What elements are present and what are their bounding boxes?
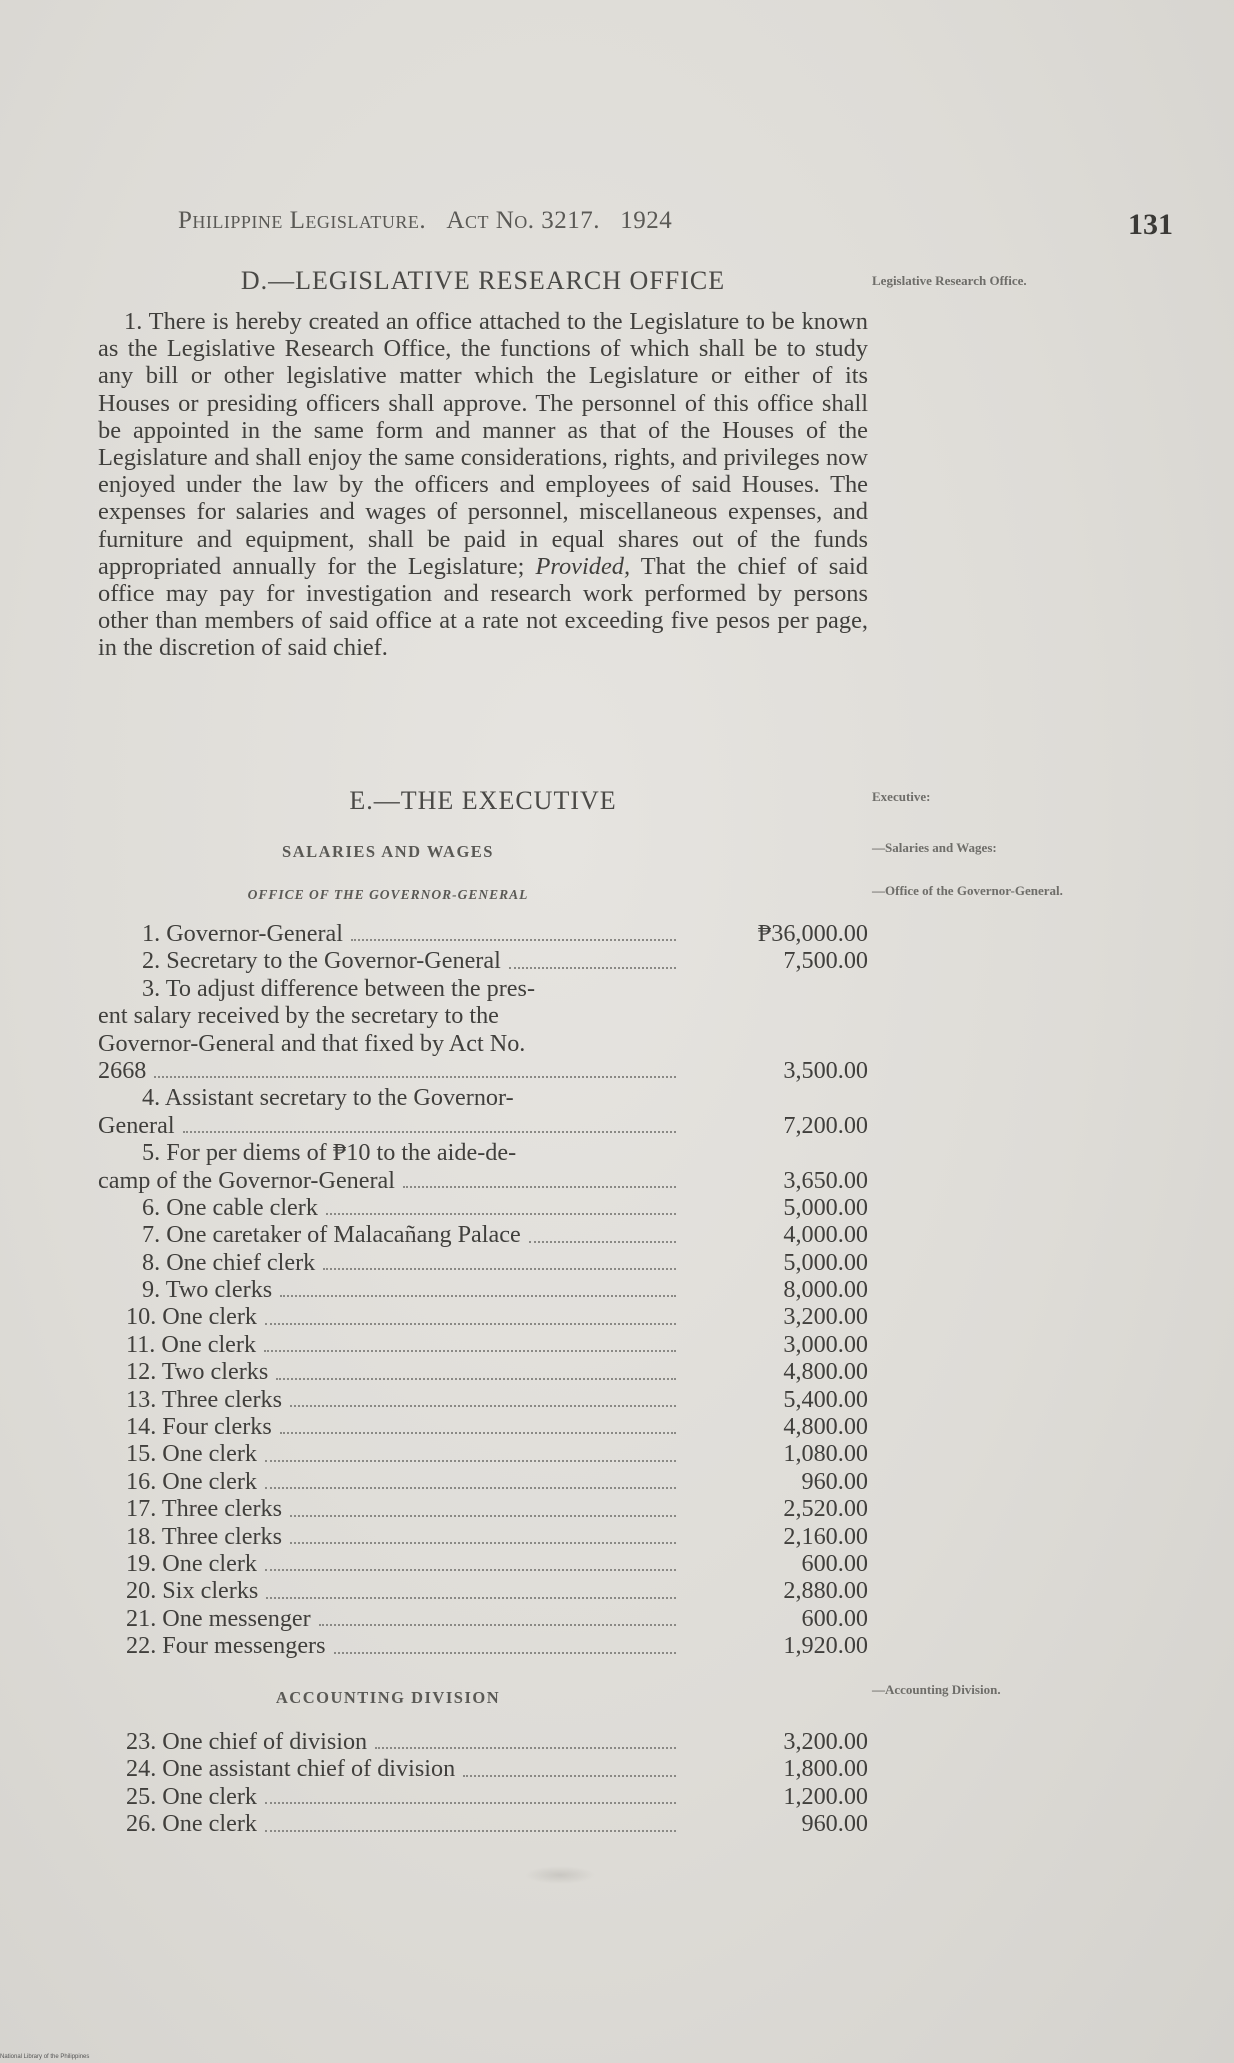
item-amount: 2,880.00	[783, 1577, 868, 1605]
dot-leader	[265, 1323, 676, 1325]
dot-leader	[529, 1241, 676, 1243]
salaries-heading: SALARIES AND WAGES	[282, 842, 494, 861]
appropriation-item-line	[98, 1112, 868, 1139]
item-amount: 3,650.00	[783, 1166, 868, 1194]
item-label: 19. One clerk	[126, 1549, 257, 1577]
margin-note-salaries: —Salaries and Wages:	[872, 840, 997, 855]
item-amount: 600.00	[801, 1604, 868, 1632]
appropriation-item-line	[98, 1755, 868, 1782]
footer-credit: National Library of the Philippines	[0, 2054, 90, 2060]
appropriation-item-line	[98, 1577, 868, 1604]
item-label: ent salary received by the secretary to the	[98, 1002, 499, 1030]
item-label: 5. For per diems of ₱10 to the aide-de-	[142, 1139, 517, 1167]
appropriation-item-line	[98, 1550, 868, 1577]
accounting-heading: ACCOUNTING DIVISION	[275, 1688, 501, 1707]
appropriation-item-line	[98, 1728, 868, 1755]
item-label: 8. One chief clerk	[142, 1248, 316, 1276]
dot-leader	[265, 1569, 676, 1571]
dot-leader	[319, 1624, 676, 1626]
item-amount: 1,800.00	[783, 1755, 868, 1783]
item-amount: 4,800.00	[783, 1358, 868, 1386]
dot-leader	[351, 939, 676, 941]
item-amount: 3,200.00	[783, 1303, 868, 1331]
appropriation-item-line	[98, 1386, 868, 1413]
appropriation-item-line	[98, 947, 868, 974]
item-label: Governor-General and that fixed by Act No.	[98, 1029, 526, 1057]
item-label: 6. One cable clerk	[142, 1193, 318, 1221]
paragraph-provided: Provided,	[535, 552, 631, 580]
appropriation-item-line	[98, 1495, 868, 1522]
appropriation-item-line	[98, 1810, 868, 1837]
item-amount: 1,920.00	[783, 1632, 868, 1660]
page-number: 131	[1128, 208, 1173, 241]
item-amount: 1,080.00	[783, 1440, 868, 1468]
item-amount: 8,000.00	[783, 1276, 868, 1304]
section-d-heading: D.—LEGISLATIVE RESEARCH OFFICE	[240, 266, 726, 295]
dot-leader	[509, 967, 676, 969]
dot-leader	[403, 1186, 676, 1188]
appropriation-item-line	[98, 920, 868, 947]
appropriation-item-line	[98, 1413, 868, 1440]
item-amount: 3,500.00	[783, 1056, 868, 1084]
margin-note-accounting: —Accounting Division.	[872, 1682, 1001, 1697]
dot-leader	[265, 1460, 676, 1462]
item-label: 22. Four messengers	[126, 1632, 326, 1660]
item-label: General	[98, 1111, 175, 1139]
item-amount: 960.00	[801, 1467, 868, 1495]
item-amount: 7,500.00	[783, 947, 868, 975]
dot-leader	[154, 1076, 676, 1078]
dot-leader	[280, 1432, 676, 1434]
item-label: 17. Three clerks	[126, 1495, 283, 1523]
paragraph-text-after: That the chief of said office may pay for investigation and research work performed by persons other than members of said office at a rate not exceeding five pesos per page, in the discretion of said chief.	[98, 552, 868, 662]
office-items-list	[98, 920, 868, 1660]
item-label: 21. One messenger	[126, 1604, 311, 1632]
dot-leader	[290, 1405, 676, 1407]
dot-leader	[323, 1268, 676, 1270]
item-amount: 4,000.00	[783, 1221, 868, 1249]
section-d-paragraph	[98, 308, 868, 662]
appropriation-item-line	[98, 1167, 868, 1194]
page-smudge	[525, 1866, 595, 1884]
item-amount: 600.00	[801, 1549, 868, 1577]
appropriation-item-line	[98, 1139, 868, 1166]
item-amount: 4,800.00	[783, 1413, 868, 1441]
running-head-act: Act No. 3217.	[446, 207, 601, 234]
item-label: camp of the Governor-General	[98, 1166, 396, 1194]
dot-leader	[265, 1487, 676, 1489]
dot-leader	[326, 1213, 676, 1215]
margin-note-office: —Office of the Governor-General.	[872, 883, 1063, 898]
dot-leader	[265, 1830, 676, 1832]
item-label: 9. Two clerks	[142, 1276, 273, 1304]
dot-leader	[280, 1295, 676, 1297]
appropriation-item-line	[98, 1605, 868, 1632]
appropriation-item-line	[98, 1632, 868, 1659]
item-label: 12. Two clerks	[126, 1358, 269, 1386]
item-label: 14. Four clerks	[126, 1413, 272, 1441]
item-amount: 2,160.00	[783, 1522, 868, 1550]
item-label: 2668	[98, 1056, 147, 1084]
appropriation-item-line	[98, 1440, 868, 1467]
appropriation-item-line	[98, 975, 868, 1002]
appropriation-item-line	[98, 1030, 868, 1057]
item-label: 24. One assistant chief of division	[126, 1755, 456, 1783]
margin-note-executive: Executive:	[872, 789, 931, 804]
item-amount: 1,200.00	[783, 1782, 868, 1810]
dot-leader	[276, 1378, 676, 1380]
dot-leader	[264, 1350, 676, 1352]
dot-leader	[183, 1131, 676, 1133]
item-label: 18. Three clerks	[126, 1522, 283, 1550]
appropriation-item-line	[98, 1331, 868, 1358]
item-label: 23. One chief of division	[126, 1728, 368, 1755]
item-label: 20. Six clerks	[126, 1577, 259, 1605]
item-label: 11. One clerk	[126, 1330, 257, 1358]
dot-leader	[290, 1542, 676, 1544]
margin-note-research-office: Legislative Research Office.	[872, 273, 1027, 288]
dot-leader	[265, 1802, 676, 1804]
item-label: 13. Three clerks	[126, 1385, 283, 1413]
item-label: 15. One clerk	[126, 1440, 257, 1468]
office-heading: OFFICE OF THE GOVERNOR-GENERAL	[247, 887, 529, 902]
appropriation-item-line	[98, 1194, 868, 1221]
appropriation-item-line	[98, 1276, 868, 1303]
dot-leader	[375, 1747, 676, 1749]
item-label: 10. One clerk	[126, 1303, 257, 1331]
item-amount: 2,520.00	[783, 1495, 868, 1523]
item-amount: 7,200.00	[783, 1111, 868, 1139]
running-head-year: 1924	[620, 207, 673, 234]
item-label: 4. Assistant secretary to the Governor-	[142, 1084, 514, 1112]
appropriation-item-line	[98, 1249, 868, 1276]
appropriation-item-line	[98, 1221, 868, 1248]
appropriation-item-line	[98, 1783, 868, 1810]
appropriation-item-line	[98, 1358, 868, 1385]
running-head-legislature: Philippine Legislature.	[178, 207, 427, 234]
item-label: 2. Secretary to the Governor-General	[142, 947, 501, 975]
appropriation-item-line	[98, 1084, 868, 1111]
item-label: 7. One caretaker of Malacañang Palace	[142, 1221, 521, 1249]
running-head	[178, 207, 818, 235]
item-amount: 5,000.00	[783, 1248, 868, 1276]
item-label: 25. One clerk	[126, 1782, 257, 1810]
item-amount: 5,400.00	[783, 1385, 868, 1413]
appropriation-item-line	[98, 1468, 868, 1495]
dot-leader	[463, 1775, 676, 1777]
item-label: 26. One clerk	[126, 1810, 257, 1838]
dot-leader	[334, 1652, 676, 1654]
appropriation-item-line	[98, 1523, 868, 1550]
dot-leader	[266, 1597, 676, 1599]
item-amount: 3,200.00	[783, 1728, 868, 1755]
paragraph-text-before: 1. There is hereby created an office attached to the Legislature to be known as the Legislative Research Office, the functions of which shall be to study any bill or other legislative matter which the Legislature or either of its Houses or presiding officers shall approve. The personnel of this office shall be appointed in the same form and manner as that of the Houses of the Legislature and shall enjoy the same considerations, rights, and privileges now enjoyed under the law by the officers and employees of said Houses. The expenses for salaries and wages of personnel, miscellaneous expenses, and furniture and equipment, shall be paid in equal shares out of the funds appropriated annually for the Legislature;	[98, 308, 868, 580]
item-amount: 960.00	[801, 1810, 868, 1838]
dot-leader	[290, 1515, 676, 1517]
accounting-items-list	[98, 1728, 868, 1838]
item-label: 16. One clerk	[126, 1467, 257, 1495]
item-label: 3. To adjust difference between the pres-	[142, 974, 535, 1002]
appropriation-item-line	[98, 1303, 868, 1330]
item-amount: 5,000.00	[783, 1193, 868, 1221]
item-amount: 3,000.00	[783, 1330, 868, 1358]
appropriation-item-line	[98, 1002, 868, 1029]
item-amount: ₱36,000.00	[757, 920, 868, 947]
appropriation-item-line	[98, 1057, 868, 1084]
item-label: 1. Governor-General	[142, 920, 343, 947]
section-e-heading: E.—THE EXECUTIVE	[349, 786, 617, 815]
